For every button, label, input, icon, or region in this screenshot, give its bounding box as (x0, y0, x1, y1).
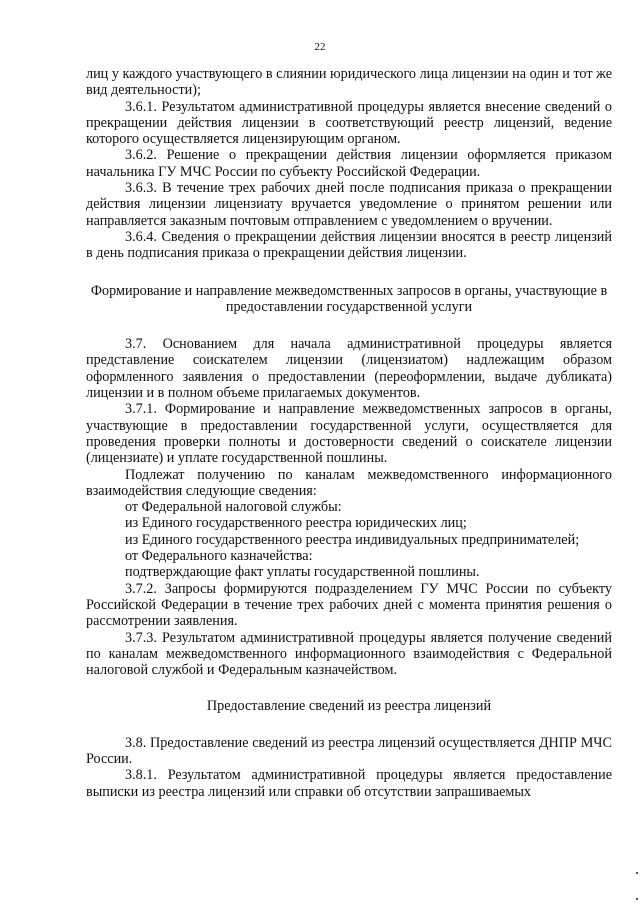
scan-artifact (636, 872, 638, 874)
scan-artifact (636, 898, 638, 900)
paragraph-3-6-2: 3.6.2. Решение о прекращении действия лицензии оформляется приказом начальника ГУ МЧС России по субъекту Российской Федерации. (86, 147, 612, 180)
section-heading-interagency-requests: Формирование и направление межведомственных запросов в органы, участвующие в предоставлении государственной услуги (90, 282, 608, 315)
paragraph-3-7-3: 3.7.3. Результатом административной процедуры является получение сведений по каналам межведомственного информационного взаимодействия с Федеральной налоговой службой и Федеральным казначейством. (86, 629, 612, 679)
paragraph-3-6-1: 3.6.1. Результатом административной процедуры является внесение сведений о прекращении действия лицензии в соответствующий реестр лицензий, ведение которого осуществляется лицензирующим органом. (86, 98, 612, 148)
list-item: от Федеральной налоговой службы: (125, 499, 342, 516)
paragraph-3-6-4: 3.6.4. Сведения о прекращении действия лицензии вносятся в реестр лицензий в день подписания приказа о прекращении действия лицензии. (86, 228, 612, 262)
list-item: из Единого государственного реестра индивидуальных предпринимателей; (125, 531, 580, 548)
section-heading-registry-information: Предоставление сведений из реестра лицензий (206, 698, 492, 715)
list-item: от Федерального казначейства: (125, 548, 313, 565)
paragraph-3-8-1: 3.8.1. Результатом административной процедуры является предоставление выписки из реестра лицензий или справки об отсутствии запрашиваемых (86, 767, 612, 800)
paragraph-3-6-3: 3.6.3. В течение трех рабочих дней после подписания приказа о прекращении действия лицензии лицензиату вручается уведомление о принятом решении или направляется заказным почтовым отправлением с уведомлением о вручении. (86, 180, 612, 229)
paragraph-3-7-1: 3.7.1. Формирование и направление межведомственных запросов в органы, участвующие в предоставлении государственной услуги, осуществляется для проведения проверки полноты и достоверности сведений о соискателе лицензии (лицензиате) и уплате государственной пошлины. (86, 401, 612, 467)
list-item: подтверждающие факт уплаты государственной пошлины. (125, 564, 480, 581)
list-item: из Единого государственного реестра юридических лиц; (125, 515, 467, 532)
page-number: 22 (314, 41, 326, 53)
document-body (86, 66, 612, 800)
paragraph-3-8: 3.8. Предоставление сведений из реестра лицензий осуществляется ДНПР МЧС России. (86, 734, 612, 767)
paragraph-3-7-2: 3.7.2. Запросы формируются подразделением ГУ МЧС России по субъекту Российской Федерации в течение трех рабочих дней с момента принятия решения о рассмотрении заявления. (86, 580, 612, 630)
paragraph-3-7: 3.7. Основанием для начала административной процедуры является представление соискателем лицензии (лицензиатом) надлежащим образом оформленного заявления о предоставлении (переоформлении, выдаче дубликата) лицензии и в полном объеме прилагаемых документов. (86, 336, 612, 402)
paragraph-information-list-intro: Подлежат получению по каналам межведомственного информационного взаимодействия следующие сведения: (86, 466, 612, 499)
paragraph-continuation: лиц у каждого участвующего в слиянии юридического лица лицензии на один и тот же вид деятельности); (86, 66, 612, 99)
